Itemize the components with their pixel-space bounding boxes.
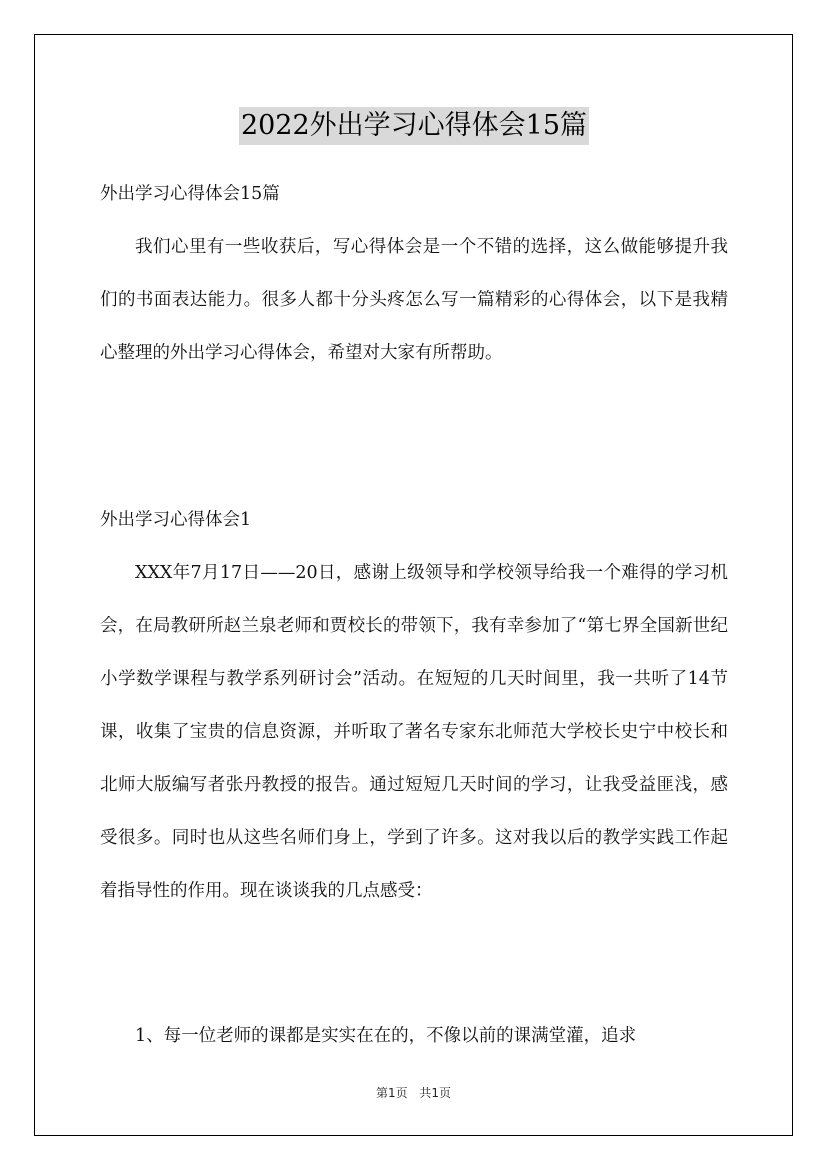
title-wrapper xyxy=(100,103,728,156)
section-heading: 外出学习心得体会1 xyxy=(100,510,252,530)
page-number: 第1页 xyxy=(375,1086,408,1100)
intro-text: 我们心里有一些收获后，写心得体会是一个不错的选择，这么做能够提升我们的书面表达能力。很多人都十分头疼怎么写一篇精彩的心得体会，以下是我精心整理的外出学习心得体会，希望对大家有所帮助。 xyxy=(100,237,728,363)
document-title: 2022外出学习心得体会15篇 xyxy=(239,107,589,145)
point-1: 1、每一位老师的课都是实实在在的，不像以前的课满堂灌，追求 xyxy=(135,1026,637,1046)
document-subtitle: 外出学习心得体会15篇 xyxy=(100,184,280,204)
section-body-text: XXX年7月17日——20日，感谢上级领导和学校领导给我一个难得的学习机会，在局教研所赵兰泉老师和贾校长的带领下，我有幸参加了“第七界全国新世纪小学数学课程与教学系列研讨会”活动。在短短的几天时间里，我一共听了14节课，收集了宝贵的信息资源，并听取了著名专家东北师范大学校长史宁中校长和北师大版编写者张丹教授的报告。通过短短几天时间的学习，让我受益匪浅，感受很多。同时也从这些名师们身上，学到了许多。这对我以后的教学实践工作起着指导性的作用。现在谈谈我的几点感受： xyxy=(100,563,728,901)
page-total: 共1页 xyxy=(419,1086,452,1100)
section-body xyxy=(100,547,728,918)
intro-paragraph xyxy=(100,221,728,380)
page-footer xyxy=(0,1084,827,1101)
